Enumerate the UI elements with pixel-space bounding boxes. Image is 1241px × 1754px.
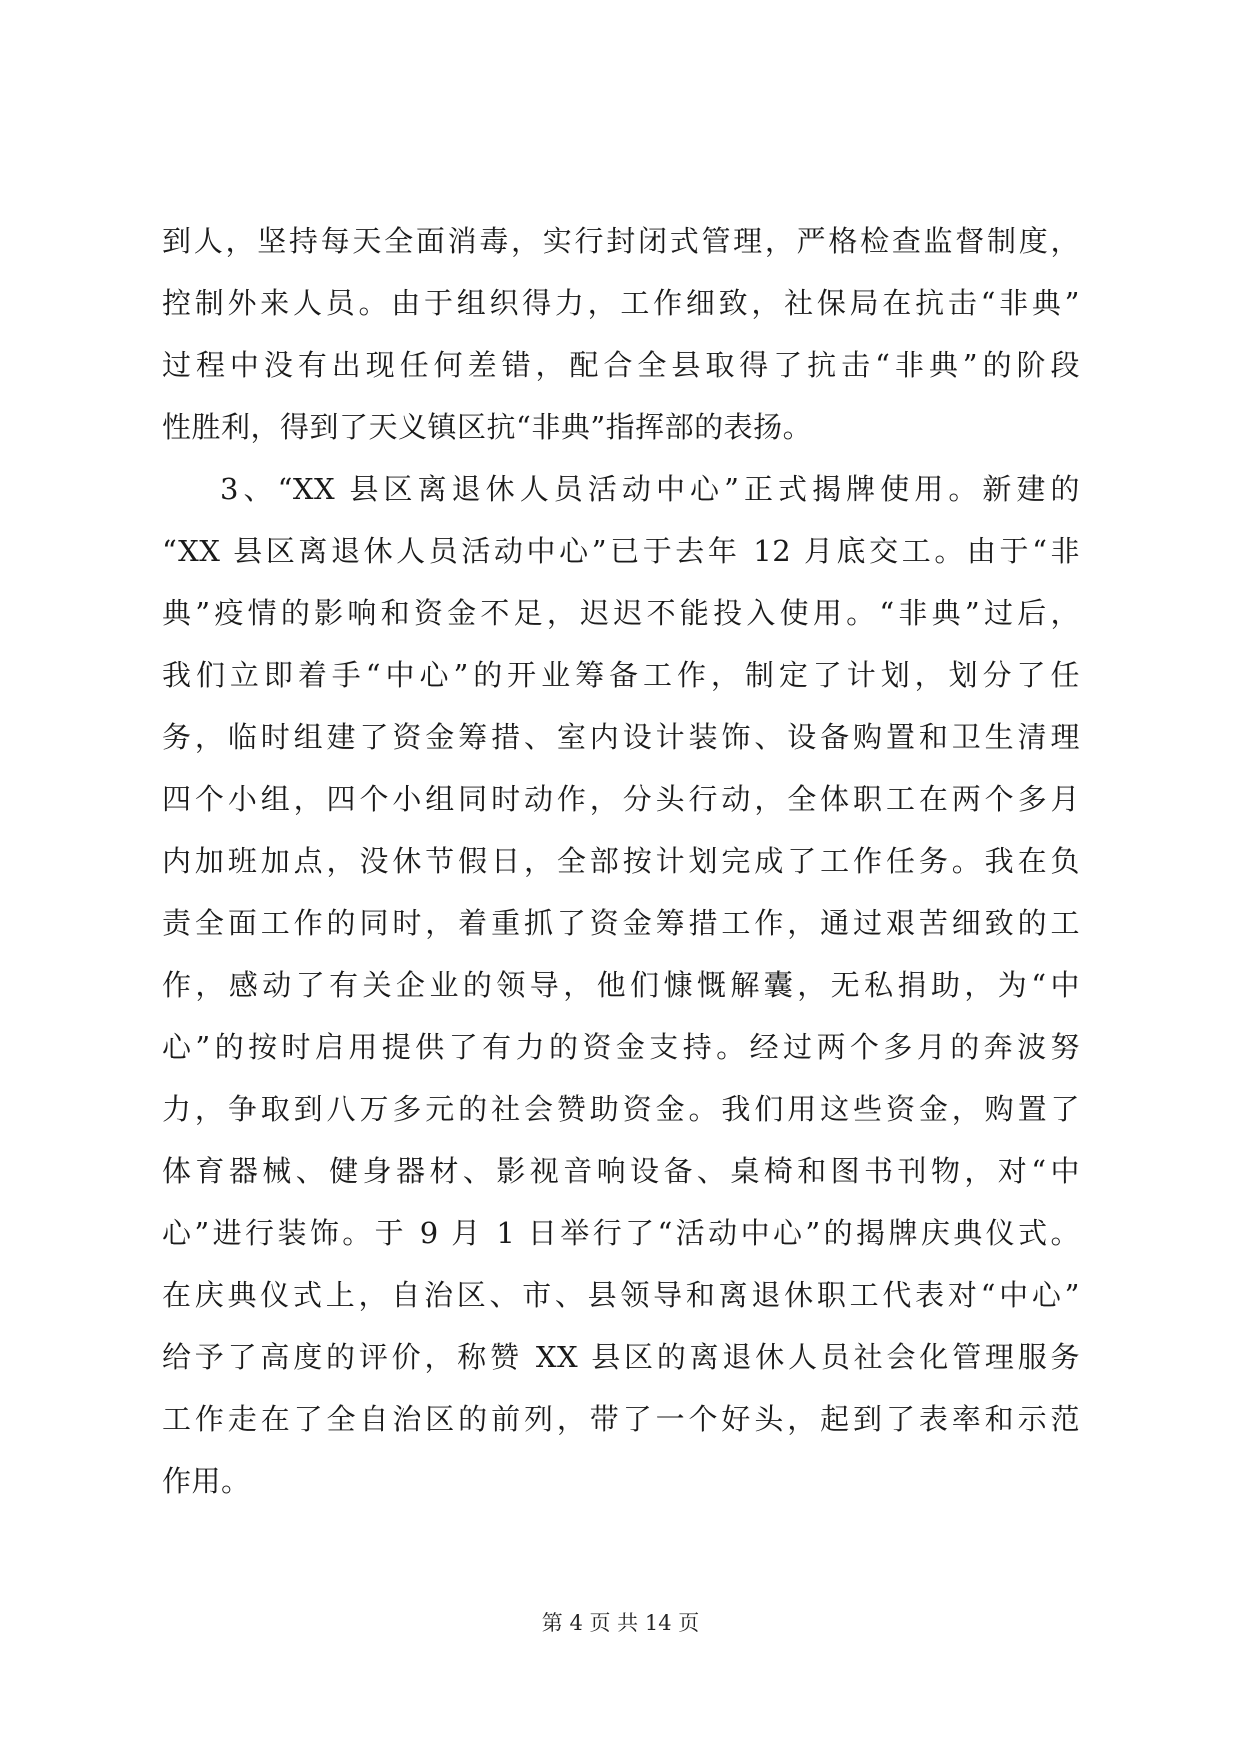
text-line: 我们立即着手“中心”的开业筹备工作，制定了计划，划分了任 — [162, 658, 1080, 692]
text-line: 性胜利，得到了天义镇区抗“非典”指挥部的表扬。 — [162, 410, 813, 444]
text-line: 典”疫情的影响和资金不足，迟迟不能投入使用。“非典”过后， — [162, 596, 1080, 630]
paragraph-2 — [162, 458, 1080, 1512]
text-line: 内加班加点，没休节假日，全部按计划完成了工作任务。我在负 — [162, 844, 1080, 878]
text-line: 过程中没有出现任何差错，配合全县取得了抗击“非典”的阶段 — [162, 348, 1080, 382]
page-footer: 第 4 页 共 14 页 — [541, 1611, 700, 1635]
text-line: “XX 县区离退休人员活动中心”已于去年 12 月底交工。由于“非 — [162, 534, 1080, 568]
text-line: 工作走在了全自治区的前列，带了一个好头，起到了表率和示范 — [162, 1402, 1080, 1436]
body-text — [162, 210, 1080, 1512]
text-line: 到人，坚持每天全面消毒，实行封闭式管理，严格检查监督制度， — [162, 224, 1080, 258]
text-line: 体育器械、健身器材、影视音响设备、桌椅和图书刊物，对“中 — [162, 1154, 1080, 1188]
text-line: 责全面工作的同时，着重抓了资金筹措工作，通过艰苦细致的工 — [162, 906, 1080, 940]
paragraph-1 — [162, 210, 1080, 458]
text-line: 给予了高度的评价，称赞 XX 县区的离退休人员社会化管理服务 — [162, 1340, 1080, 1374]
text-line: 作，感动了有关企业的领导，他们慷慨解囊，无私捐助，为“中 — [162, 968, 1080, 1002]
text-line: 力，争取到八万多元的社会赞助资金。我们用这些资金，购置了 — [162, 1092, 1080, 1126]
text-line: 控制外来人员。由于组织得力，工作细致，社保局在抗击“非典” — [162, 286, 1080, 320]
text-line: 在庆典仪式上，自治区、市、县领导和离退休职工代表对“中心” — [162, 1278, 1080, 1312]
text-line: 四个小组，四个小组同时动作，分头行动，全体职工在两个多月 — [162, 782, 1080, 816]
text-line: 心”的按时启用提供了有力的资金支持。经过两个多月的奔波努 — [162, 1030, 1080, 1064]
text-line: 心”进行装饰。于 9 月 1 日举行了“活动中心”的揭牌庆典仪式。 — [162, 1216, 1080, 1250]
text-line: 作用。 — [162, 1464, 251, 1498]
text-line: 务，临时组建了资金筹措、室内设计装饰、设备购置和卫生清理 — [162, 720, 1080, 754]
text-line: 3、“XX 县区离退休人员活动中心”正式揭牌使用。新建的 — [220, 472, 1080, 506]
